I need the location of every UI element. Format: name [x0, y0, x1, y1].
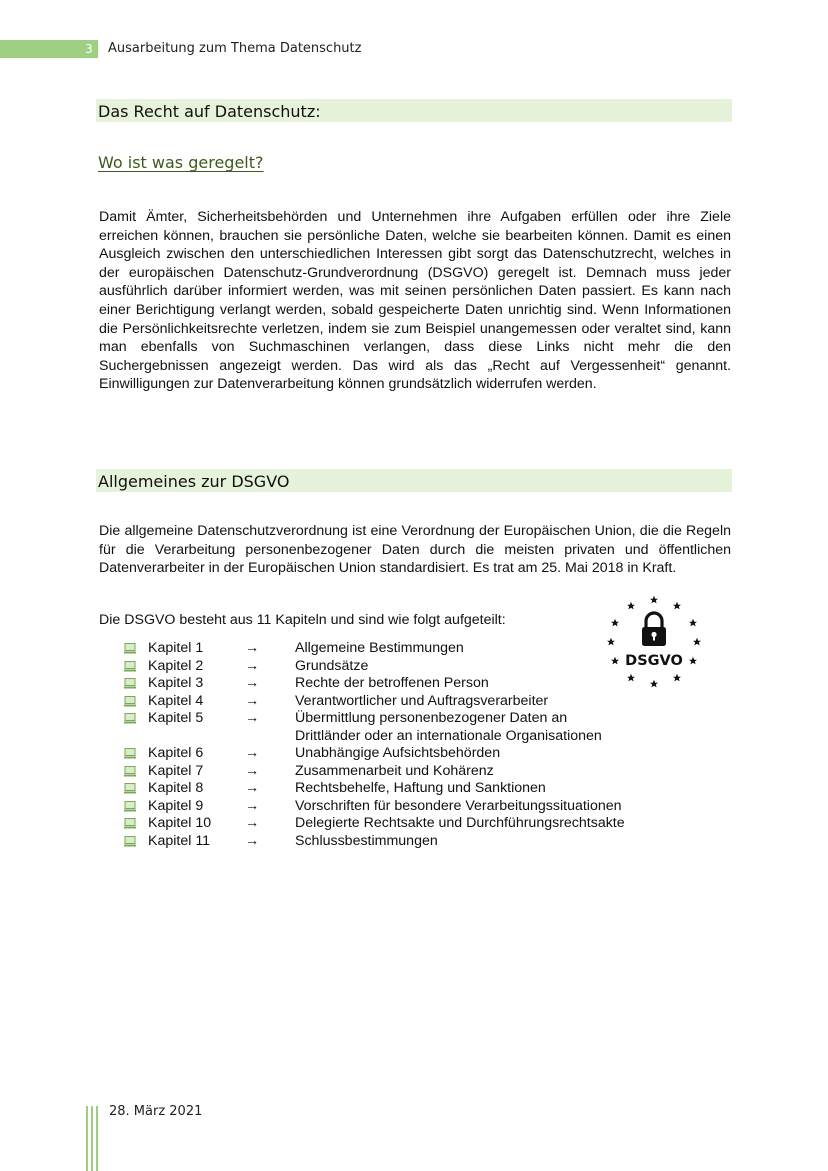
computer-icon [124, 818, 136, 829]
kapitel-description: Rechtsbehelfe, Haftung und Sanktionen [295, 780, 546, 796]
section-heading-datenschutz: Das Recht auf Datenschutz: [96, 99, 732, 122]
kapitel-name: Kapitel 8 [148, 780, 204, 796]
dsgvo-logo-text: DSGVO [625, 653, 683, 669]
header-title: Ausarbeitung zum Thema Datenschutz [108, 41, 362, 56]
computer-icon [124, 801, 136, 812]
list-item [124, 693, 684, 711]
list-item [124, 710, 684, 745]
computer-icon [124, 661, 136, 672]
list-item [124, 815, 684, 833]
kapitel-name: Kapitel 7 [148, 762, 204, 779]
computer-icon [124, 783, 136, 794]
list-item [124, 745, 684, 763]
arrow-icon: → [245, 780, 260, 796]
footer-accent-lines [86, 1106, 100, 1171]
computer-icon [124, 748, 136, 759]
list-item [124, 798, 684, 816]
page-number: 3 [85, 42, 93, 56]
list-item [124, 833, 684, 851]
kapitel-description: Übermittlung personenbezogener Daten an [295, 710, 568, 726]
arrow-icon: → [245, 675, 260, 691]
kapitel-name: Kapitel 2 [148, 657, 204, 674]
kapitel-name: Kapitel 9 [148, 797, 204, 814]
kapitel-description: Rechte der betroffenen Person [295, 675, 489, 691]
kapitel-description: Delegierte Rechtsakte und Durchführungsrechtsakte [295, 815, 625, 831]
paragraph-datenschutz: Damit Ämter, Sicherheitsbehörden und Unternehmen ihre Aufgaben erfüllen oder ihre Ziele erreichen können, brauchen sie persönliche Daten, welche sie bearbeiten können. Damit es einen Ausgleich zwischen den unterschiedlichen Interessen gibt sorgt das Datenschutzrecht, welches in der europäischen Datenschutz-Grundverordnung (DSGVO) geregelt ist. Demnach muss jeder ausführlich darüber informiert werden, was mit seinen persönlichen Daten passiert. Es kann nach einer Berichtigung verlangt werden, sobald gespeicherte Daten unrichtig sind. Wenn Informationen die Persönlichkeitsrechte verletzen, indem sie zum Beispiel unangemessen oder veraltet sind, kann man ebenfalls von Suchmaschinen verlangen, dass diese Links nicht mehr die den Suchergebnissen angezeigt werden. Das wird als das „Recht auf Vergessenheit“ genannt. Einwilligungen zur Datenverarbeitung können grundsätzlich widerrufen werden. [99, 209, 731, 393]
computer-icon [124, 643, 136, 654]
kapitel-description: Verantwortlicher und Auftragsverarbeiter [295, 692, 549, 709]
kapitel-description: Allgemeine Bestimmungen [295, 640, 464, 656]
computer-icon [124, 713, 136, 724]
list-item [124, 763, 684, 781]
lock-icon [642, 613, 666, 646]
kapitel-name: Kapitel 11 [148, 832, 211, 849]
computer-icon [124, 696, 136, 707]
paragraph-dsgvo: Die allgemeine Datenschutzverordnung ist eine Verordnung der Europäischen Union, die die Regeln für die Verarbeitung personenbezogener Daten durch die meisten privaten und öffentlichen Datenverarbeiter in der Europäischen Union standardisiert. Es trat am 25. Mai 2018 in Kraft. [99, 523, 731, 577]
arrow-icon: → [245, 710, 260, 726]
arrow-icon: → [245, 762, 260, 779]
computer-icon [124, 836, 136, 847]
arrow-icon: → [245, 797, 260, 814]
kapitel-intro: Die DSGVO besteht aus 11 Kapiteln und sind wie folgt aufgeteilt: [99, 612, 506, 628]
arrow-icon: → [245, 815, 260, 831]
arrow-icon: → [245, 745, 260, 761]
footer-date: 28. März 2021 [109, 1104, 203, 1119]
kapitel-description: Unabhängige Aufsichtsbehörden [295, 745, 501, 761]
kapitel-description-line2: Drittländer oder an internationale Organisationen [295, 727, 602, 744]
kapitel-name: Kapitel 5 [148, 710, 204, 726]
arrow-icon: → [245, 657, 260, 674]
computer-icon [124, 766, 136, 777]
kapitel-description: Schlussbestimmungen [295, 832, 438, 849]
section-heading-dsgvo: Allgemeines zur DSGVO [96, 469, 732, 492]
kapitel-name: Kapitel 10 [148, 815, 212, 831]
kapitel-description: Zusammenarbeit und Kohärenz [295, 762, 494, 779]
dsgvo-logo [600, 594, 706, 690]
kapitel-name: Kapitel 1 [148, 640, 204, 656]
list-item [124, 780, 684, 798]
kapitel-name: Kapitel 3 [148, 675, 204, 691]
kapitel-description: Grundsätze [295, 657, 369, 674]
kapitel-name: Kapitel 4 [148, 692, 204, 709]
kapitel-description: Vorschriften für besondere Verarbeitungssituationen [295, 797, 622, 814]
subheading: Wo ist was geregelt? [98, 153, 264, 172]
arrow-icon: → [245, 692, 260, 709]
arrow-icon: → [245, 640, 260, 656]
arrow-icon: → [245, 832, 260, 849]
kapitel-name: Kapitel 6 [148, 745, 204, 761]
computer-icon [124, 678, 136, 689]
